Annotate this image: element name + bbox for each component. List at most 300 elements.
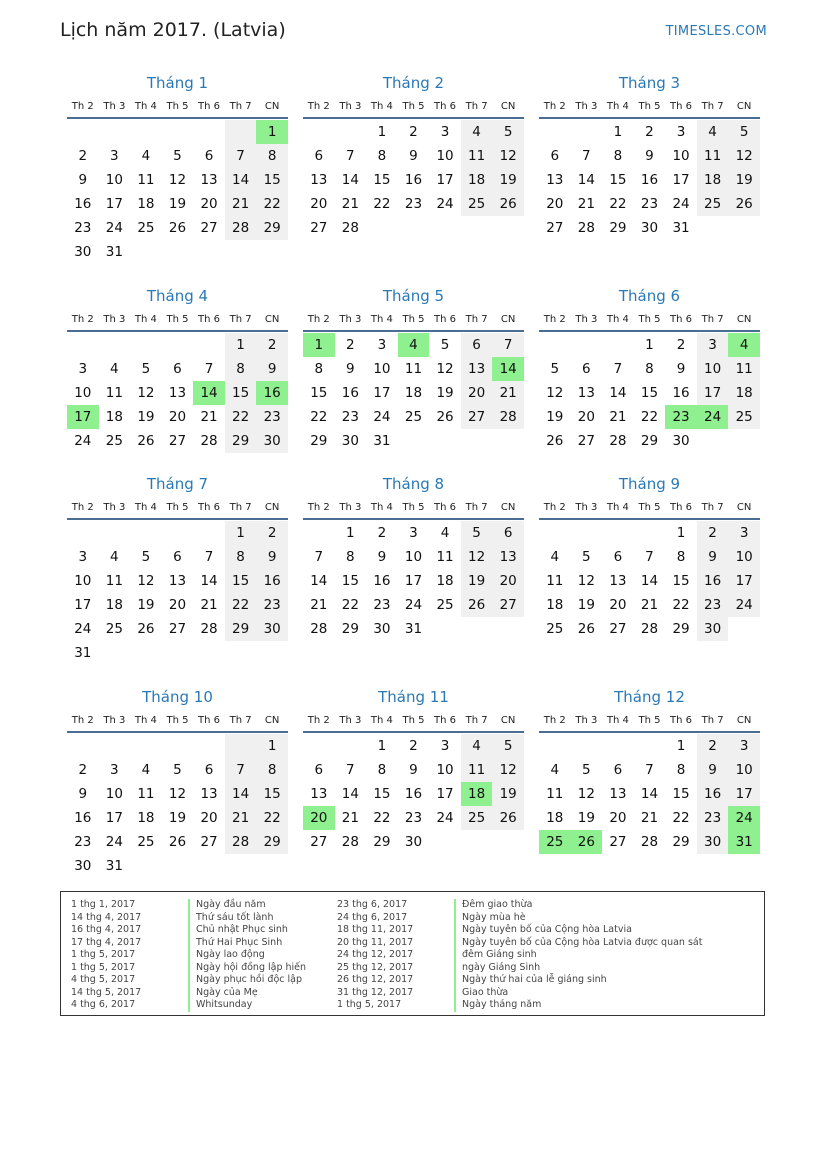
empty-day-cell <box>193 333 225 357</box>
day-cell: 17 <box>436 172 454 188</box>
day-cell: 17 <box>697 381 729 405</box>
day-cell: 4 <box>141 762 151 778</box>
day-cell: 26 <box>546 433 564 449</box>
month-12 <box>539 686 760 854</box>
day-cell: 6 <box>204 148 214 164</box>
day-cell: 24 <box>672 196 690 212</box>
weekday-label: Th 3 <box>339 502 362 513</box>
holiday-name: Ngày phục hồi độc lập <box>188 974 302 987</box>
day-cell: 15 <box>341 573 359 589</box>
day-grid <box>303 734 524 854</box>
empty-day-cell <box>571 333 603 357</box>
weekday-label: Th 4 <box>606 502 629 513</box>
empty-day-cell <box>193 641 225 665</box>
day-cell: 9 <box>256 357 288 381</box>
day-cell: 7 <box>492 333 524 357</box>
weekday-header <box>303 710 524 733</box>
day-cell: 21 <box>200 409 218 425</box>
day-cell: 12 <box>577 573 595 589</box>
day-cell: 10 <box>728 545 760 569</box>
day-cell: 2 <box>256 333 288 357</box>
day-cell: 2 <box>346 337 355 353</box>
weekday-label: Th 6 <box>670 314 693 325</box>
day-cell: 16 <box>672 385 690 401</box>
day-cell: 11 <box>546 573 564 589</box>
empty-day-cell <box>99 641 131 665</box>
day-cell: 6 <box>173 549 182 565</box>
holiday-name: Đêm giao thừa <box>454 899 532 912</box>
day-cell: 28 <box>492 405 524 429</box>
weekday-label: Th 5 <box>638 101 661 112</box>
day-cell: 17 <box>67 405 99 429</box>
holiday-name: đêm Giáng sinh <box>454 949 537 962</box>
day-cell: 23 <box>256 593 288 617</box>
day-cell: 16 <box>404 172 423 188</box>
day-cell: 30 <box>404 834 423 850</box>
day-cell: 19 <box>137 597 155 613</box>
day-cell: 18 <box>137 810 155 826</box>
day-cell: 27 <box>461 405 493 429</box>
day-cell: 14 <box>193 381 225 405</box>
month-9 <box>539 473 760 641</box>
day-cell: 13 <box>310 786 328 802</box>
day-cell: 17 <box>436 786 454 802</box>
holiday-name: Ngày của Mẹ <box>188 987 258 1000</box>
day-cell: 2 <box>697 734 729 758</box>
day-cell: 27 <box>546 220 564 236</box>
day-cell: 4 <box>141 148 151 164</box>
day-cell: 10 <box>105 786 123 802</box>
weekday-label: Th 2 <box>307 314 330 325</box>
day-grid <box>67 521 288 665</box>
holiday-name: Ngày lao động <box>188 949 265 962</box>
holiday-date: 14 thg 5, 2017 <box>71 986 142 998</box>
empty-day-cell <box>99 333 131 357</box>
weekday-label: Th 3 <box>103 502 126 513</box>
empty-day-cell <box>492 216 524 240</box>
weekday-label: Th 7 <box>465 101 488 112</box>
empty-day-cell <box>130 641 162 665</box>
day-cell: 4 <box>461 120 493 144</box>
day-cell: 6 <box>204 762 214 778</box>
weekday-label: Th 5 <box>166 314 189 325</box>
empty-day-cell <box>67 521 99 545</box>
day-cell: 26 <box>492 806 524 830</box>
day-cell: 22 <box>373 810 391 826</box>
empty-day-cell <box>634 521 666 545</box>
empty-day-cell <box>256 240 288 264</box>
empty-day-cell <box>571 521 603 545</box>
holiday-date: 23 thg 6, 2017 <box>337 899 408 910</box>
empty-day-cell <box>461 830 493 854</box>
day-cell: 2 <box>78 148 88 164</box>
weekday-label: Th 3 <box>103 715 126 726</box>
empty-day-cell <box>162 333 194 357</box>
day-cell: 8 <box>377 148 387 164</box>
day-grid <box>539 333 760 453</box>
day-cell: 1 <box>613 124 623 140</box>
holiday-date: 26 thg 12, 2017 <box>337 974 414 985</box>
empty-day-cell <box>461 617 493 641</box>
weekday-label: Th 5 <box>638 502 661 513</box>
day-cell: 2 <box>645 124 654 140</box>
day-cell: 29 <box>609 220 627 236</box>
weekday-label: Th 2 <box>71 715 94 726</box>
day-cell: 17 <box>74 597 92 613</box>
day-cell: 31 <box>672 220 690 236</box>
empty-day-cell <box>728 216 760 240</box>
weekday-label: Th 4 <box>370 715 393 726</box>
month-7 <box>67 473 288 665</box>
day-cell: 23 <box>665 405 697 429</box>
holiday-name: Ngày thứ hai của lễ giáng sinh <box>454 974 607 987</box>
day-cell: 7 <box>204 361 214 377</box>
day-cell: 12 <box>137 385 155 401</box>
weekday-label: Th 5 <box>166 502 189 513</box>
weekday-label: CN <box>736 715 752 726</box>
day-cell: 9 <box>78 786 88 802</box>
holiday-date: 14 thg 4, 2017 <box>71 911 142 923</box>
month-title: Tháng 11 <box>378 688 449 706</box>
day-cell: 21 <box>640 810 659 826</box>
empty-day-cell <box>398 216 430 240</box>
weekday-header <box>539 497 760 520</box>
weekday-label: Th 5 <box>402 502 425 513</box>
weekday-label: CN <box>264 101 280 112</box>
holiday-name: Giao thừa <box>454 987 508 1000</box>
day-cell: 26 <box>577 621 595 637</box>
day-cell: 10 <box>436 148 454 164</box>
month-title: Tháng 1 <box>146 74 209 92</box>
day-cell: 21 <box>225 192 257 216</box>
day-cell: 3 <box>377 337 387 353</box>
empty-day-cell <box>130 734 162 758</box>
weekday-label: Th 3 <box>103 101 126 112</box>
day-cell: 12 <box>728 144 760 168</box>
day-cell: 17 <box>105 196 123 212</box>
empty-day-cell <box>130 521 162 545</box>
day-cell: 29 <box>672 834 690 850</box>
day-cell: 1 <box>225 333 257 357</box>
day-cell: 29 <box>373 834 391 850</box>
weekday-label: Th 7 <box>465 502 488 513</box>
weekday-label: Th 7 <box>229 715 252 726</box>
day-cell: 28 <box>310 621 328 637</box>
day-cell: 21 <box>492 381 524 405</box>
day-cell: 14 <box>200 573 218 589</box>
empty-day-cell <box>571 734 603 758</box>
weekday-label: Th 3 <box>339 101 362 112</box>
empty-day-cell <box>162 120 194 144</box>
weekday-label: Th 5 <box>638 314 661 325</box>
empty-day-cell <box>99 521 131 545</box>
day-cell: 14 <box>341 786 359 802</box>
day-cell: 22 <box>609 196 627 212</box>
empty-day-cell <box>67 333 99 357</box>
day-cell: 15 <box>609 172 627 188</box>
day-cell: 26 <box>137 433 155 449</box>
day-cell: 21 <box>200 597 218 613</box>
day-cell: 27 <box>609 834 627 850</box>
day-cell: 24 <box>404 597 423 613</box>
day-cell: 31 <box>728 830 760 854</box>
day-cell: 2 <box>697 521 729 545</box>
day-cell: 17 <box>404 573 423 589</box>
day-cell: 28 <box>640 621 659 637</box>
day-cell: 8 <box>676 549 686 565</box>
day-cell: 15 <box>256 168 288 192</box>
weekday-label: Th 6 <box>434 502 457 513</box>
day-cell: 12 <box>546 385 564 401</box>
month-8 <box>303 473 524 641</box>
empty-day-cell <box>225 734 257 758</box>
empty-day-cell <box>539 120 571 144</box>
weekday-label: Th 6 <box>670 101 693 112</box>
day-cell: 9 <box>377 549 387 565</box>
day-cell: 27 <box>168 621 187 637</box>
day-cell: 3 <box>110 762 119 778</box>
empty-day-cell <box>539 521 571 545</box>
day-cell: 2 <box>409 738 418 754</box>
day-cell: 7 <box>645 549 654 565</box>
day-cell: 13 <box>168 573 187 589</box>
day-cell: 18 <box>728 381 760 405</box>
day-cell: 24 <box>436 810 454 826</box>
day-cell: 17 <box>672 172 690 188</box>
weekday-label: CN <box>736 314 752 325</box>
day-cell: 16 <box>373 573 391 589</box>
day-cell: 5 <box>141 361 151 377</box>
holiday-date: 17 thg 4, 2017 <box>71 936 142 948</box>
day-cell: 9 <box>409 148 418 164</box>
weekday-label: CN <box>264 314 280 325</box>
day-cell: 22 <box>256 192 288 216</box>
weekday-label: Th 6 <box>670 715 693 726</box>
day-cell: 23 <box>373 597 391 613</box>
day-cell: 25 <box>697 192 729 216</box>
month-6 <box>539 285 760 453</box>
day-cell: 16 <box>256 381 288 405</box>
day-cell: 30 <box>697 830 729 854</box>
day-cell: 3 <box>78 549 88 565</box>
day-cell: 22 <box>225 405 257 429</box>
weekday-label: Th 2 <box>543 314 566 325</box>
day-cell: 4 <box>440 525 450 541</box>
day-cell: 19 <box>728 168 760 192</box>
day-cell: 6 <box>582 361 591 377</box>
weekday-label: Th 6 <box>198 314 221 325</box>
day-cell: 27 <box>200 220 218 236</box>
day-cell: 23 <box>256 405 288 429</box>
day-cell: 12 <box>492 758 524 782</box>
day-cell: 24 <box>436 196 454 212</box>
day-cell: 9 <box>346 361 355 377</box>
day-cell: 22 <box>341 597 359 613</box>
holiday-date: 1 thg 1, 2017 <box>71 899 136 910</box>
day-grid <box>539 734 760 854</box>
day-cell: 7 <box>225 144 257 168</box>
brand-link[interactable]: TIMESLES.COM <box>665 24 767 39</box>
day-cell: 5 <box>582 762 591 778</box>
day-cell: 29 <box>672 621 690 637</box>
day-cell: 12 <box>461 545 493 569</box>
weekday-label: Th 6 <box>434 715 457 726</box>
empty-day-cell <box>162 734 194 758</box>
day-cell: 7 <box>645 762 654 778</box>
empty-day-cell <box>461 429 493 453</box>
empty-day-cell <box>130 120 162 144</box>
day-cell: 12 <box>168 786 187 802</box>
day-cell: 8 <box>256 758 288 782</box>
day-cell: 5 <box>728 120 760 144</box>
day-cell: 26 <box>137 621 155 637</box>
day-cell: 24 <box>105 834 123 850</box>
day-cell: 23 <box>404 810 423 826</box>
day-cell: 28 <box>225 830 257 854</box>
weekday-label: Th 2 <box>71 502 94 513</box>
day-cell: 30 <box>640 220 659 236</box>
month-title: Tháng 8 <box>382 475 445 493</box>
day-cell: 25 <box>404 409 423 425</box>
day-cell: 18 <box>461 782 493 806</box>
day-cell: 15 <box>225 381 257 405</box>
day-cell: 14 <box>492 357 524 381</box>
day-cell: 19 <box>168 196 187 212</box>
day-cell: 4 <box>110 549 119 565</box>
empty-day-cell <box>162 240 194 264</box>
day-cell: 6 <box>461 333 493 357</box>
day-cell: 12 <box>168 172 187 188</box>
holiday-date: 31 thg 12, 2017 <box>337 986 414 998</box>
empty-day-cell <box>461 216 493 240</box>
empty-day-cell <box>256 641 288 665</box>
day-cell: 11 <box>728 357 760 381</box>
weekday-label: Th 7 <box>229 502 252 513</box>
day-cell: 24 <box>728 806 760 830</box>
day-cell: 28 <box>341 834 359 850</box>
day-cell: 26 <box>461 593 493 617</box>
day-grid <box>303 521 524 641</box>
day-cell: 24 <box>697 405 729 429</box>
day-cell: 19 <box>461 569 493 593</box>
day-cell: 16 <box>341 385 359 401</box>
holiday-name: Ngày tuyên bố của Cộng hòa Latvia <box>454 924 632 937</box>
weekday-label: Th 3 <box>339 715 362 726</box>
day-cell: 16 <box>697 569 729 593</box>
holiday-date: 24 thg 12, 2017 <box>337 949 414 960</box>
day-cell: 3 <box>697 333 729 357</box>
holiday-date: 18 thg 11, 2017 <box>337 924 414 935</box>
weekday-label: Th 5 <box>638 715 661 726</box>
day-cell: 23 <box>697 593 729 617</box>
day-cell: 30 <box>74 858 92 874</box>
weekday-label: Th 2 <box>71 101 94 112</box>
day-cell: 14 <box>341 172 359 188</box>
day-cell: 3 <box>440 738 450 754</box>
day-cell: 5 <box>173 762 182 778</box>
weekday-label: Th 6 <box>198 101 221 112</box>
empty-day-cell <box>602 333 634 357</box>
day-cell: 15 <box>640 385 659 401</box>
day-cell: 17 <box>728 569 760 593</box>
day-cell: 3 <box>728 521 760 545</box>
day-cell: 10 <box>105 172 123 188</box>
month-title: Tháng 6 <box>618 287 681 305</box>
day-cell: 1 <box>256 120 288 144</box>
day-cell: 25 <box>461 192 493 216</box>
weekday-header <box>67 309 288 332</box>
day-cell: 1 <box>377 738 387 754</box>
empty-day-cell <box>225 641 257 665</box>
day-cell: 13 <box>461 357 493 381</box>
empty-day-cell <box>130 333 162 357</box>
empty-day-cell <box>99 120 131 144</box>
day-cell: 17 <box>373 385 391 401</box>
empty-day-cell <box>335 120 367 144</box>
day-cell: 6 <box>550 148 560 164</box>
weekday-label: Th 4 <box>606 101 629 112</box>
day-cell: 30 <box>256 429 288 453</box>
weekday-label: Th 3 <box>575 502 598 513</box>
day-cell: 17 <box>105 810 123 826</box>
empty-day-cell <box>193 854 225 878</box>
day-cell: 19 <box>168 810 187 826</box>
day-cell: 31 <box>404 621 423 637</box>
day-cell: 11 <box>436 549 454 565</box>
day-cell: 25 <box>105 433 123 449</box>
day-grid <box>67 120 288 264</box>
empty-day-cell <box>492 429 524 453</box>
month-5 <box>303 285 524 453</box>
empty-day-cell <box>256 854 288 878</box>
day-cell: 1 <box>225 521 257 545</box>
day-cell: 8 <box>676 762 686 778</box>
weekday-label: Th 7 <box>701 101 724 112</box>
month-title: Tháng 9 <box>618 475 681 493</box>
day-cell: 16 <box>640 172 659 188</box>
day-cell: 22 <box>672 597 690 613</box>
day-cell: 18 <box>697 168 729 192</box>
day-cell: 8 <box>314 361 324 377</box>
day-cell: 11 <box>461 758 493 782</box>
day-cell: 9 <box>676 361 686 377</box>
day-cell: 14 <box>577 172 595 188</box>
holiday-date: 20 thg 11, 2017 <box>337 936 414 948</box>
day-cell: 16 <box>256 569 288 593</box>
weekday-label: CN <box>264 715 280 726</box>
weekday-header <box>303 96 524 119</box>
day-cell: 1 <box>676 738 686 754</box>
weekday-label: CN <box>500 101 516 112</box>
empty-day-cell <box>303 521 335 545</box>
holiday-date: 1 thg 5, 2017 <box>71 961 136 973</box>
day-cell: 13 <box>310 172 328 188</box>
day-cell: 22 <box>672 810 690 826</box>
day-cell: 5 <box>173 148 182 164</box>
day-cell: 14 <box>225 168 257 192</box>
weekday-label: Th 6 <box>434 101 457 112</box>
day-cell: 28 <box>200 621 218 637</box>
weekday-label: Th 7 <box>229 314 252 325</box>
day-grid <box>539 521 760 641</box>
day-cell: 30 <box>672 433 690 449</box>
empty-day-cell <box>303 734 335 758</box>
day-cell: 10 <box>74 385 92 401</box>
day-cell: 9 <box>645 148 654 164</box>
day-cell: 11 <box>404 361 423 377</box>
empty-day-cell <box>130 240 162 264</box>
day-cell: 31 <box>105 858 123 874</box>
